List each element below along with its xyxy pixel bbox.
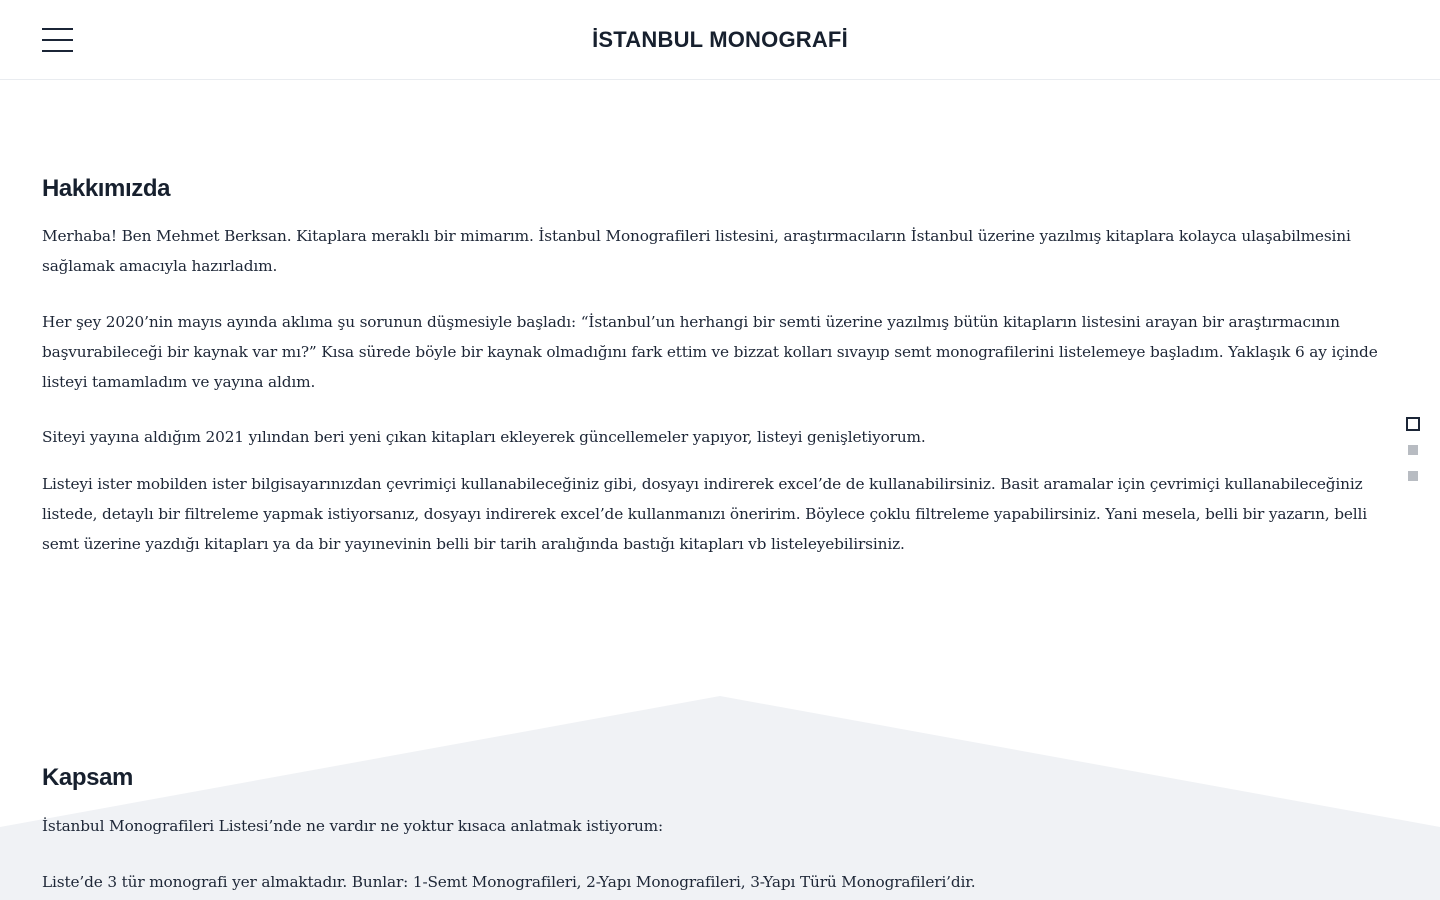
about-paragraph: Her şey 2020’nin mayıs ayında aklıma şu sorunun düşmesiyle başladı: “İstanbul’un herhangi bir semti üzerine yazılmış bütün kitapların listesini arayan bir araştırmacının başvurabileceği bir kaynak var mı?” Kısa sürede böyle bir kaynak olmadığını fark ettim ve bizzat kolları sıvayıp semt monografilerini listelemeye başladım. Yaklaşık 6 ay içinde listeyi tamamladım ve yayına aldım.: [42, 313, 1378, 391]
scope-paragraph: İstanbul Monografileri Listesi’nde ne vardır ne yoktur kısaca anlatmak istiyorum:: [42, 817, 664, 835]
scope-section: [42, 763, 1402, 897]
section-nav-dot-2[interactable]: [1408, 445, 1418, 455]
section-nav-dot-3[interactable]: [1408, 471, 1418, 481]
scope-heading: Kapsam: [42, 764, 133, 791]
scope-paragraph: Liste’de 3 tür monografi yer almaktadır. Bunlar: 1-Semt Monografileri, 2-Yapı Monografileri, 3-Yapı Türü Monografileri’dir.: [42, 873, 976, 891]
about-section: [42, 174, 1402, 559]
about-paragraph: Siteyi yayına aldığım 2021 yılından beri yeni çıkan kitapları ekleyerek güncellemeler yapıyor, listeyi genişletiyorum.: [42, 428, 926, 446]
section-nav-dot-1[interactable]: [1406, 417, 1420, 431]
site-header: [0, 0, 1440, 80]
site-title[interactable]: İSTANBUL MONOGRAFİ: [592, 27, 848, 52]
about-heading: Hakkımızda: [42, 175, 171, 202]
about-paragraph: Listeyi ister mobilden ister bilgisayarınızdan çevrimiçi kullanabileceğiniz gibi, dosyayı indirerek excel’de de kullanabilirsiniz. Basit aramalar için çevrimiçi kullanabileceğiniz listede, detaylı bir filtreleme yapmak istiyorsanız, dosyayı indirerek excel’de kullanmanızı öneririm. Böylece çoklu filtreleme yapabilirsiniz. Yani mesela, belli bir yazarın, belli semt üzerine yazdığı kitapları ya da bir yayınevinin belli bir tarih aralığında bastığı kitapları vb listeleyebilirsiniz.: [42, 475, 1368, 553]
about-paragraph: Merhaba! Ben Mehmet Berksan. Kitaplara meraklı bir mimarım. İstanbul Monografileri listesini, araştırmacıların İstanbul üzerine yazılmış kitaplara kolayca ulaşabilmesini sağlamak amacıyla hazırladım.: [42, 227, 1351, 275]
